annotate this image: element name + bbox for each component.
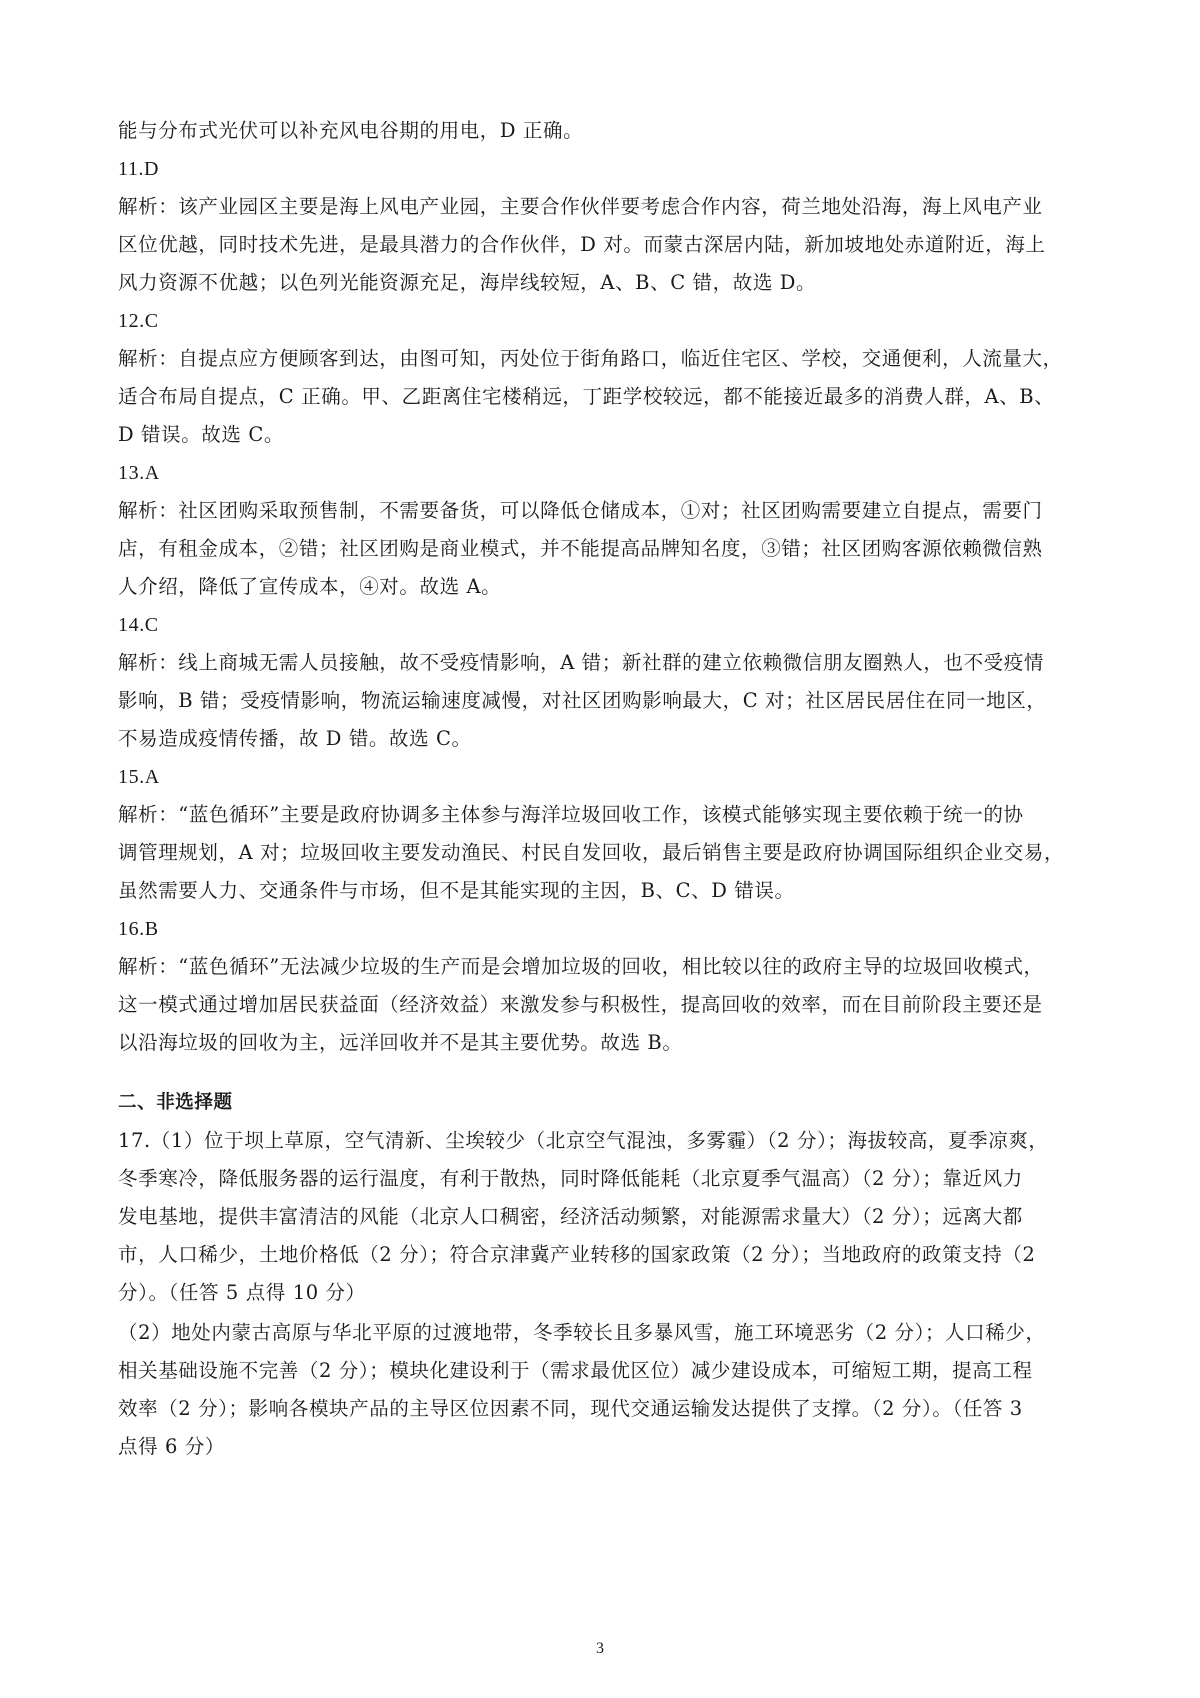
q17-part2-line: 点得 6 分） xyxy=(118,1435,226,1458)
text-line: 调管理规划，A 对；垃圾回收主要发动渔民、村民自发回收，最后销售主要是政府协调国际组织企业交易， xyxy=(118,841,1065,864)
text-line: 这一模式通过增加居民获益面（经济效益）来激发参与积极性，提高回收的效率，而在目前阶段主要还是 xyxy=(118,993,1043,1016)
question-number: 13.A xyxy=(118,462,160,484)
text-line: 解析：“蓝色循环”无法减少垃圾的生产而是会增加垃圾的回收，相比较以往的政府主导的垃圾回收模式， xyxy=(118,955,1044,978)
q17-part2-line: （2）地处内蒙古高原与华北平原的过渡地带，冬季较长且多暴风雪，施工环境恶劣（2 分）；人口稀少， xyxy=(118,1321,1046,1344)
text-line: 虽然需要人力、交通条件与市场，但不是其能实现的主因，B、C、D 错误。 xyxy=(118,879,795,902)
section-title: 二、非选择题 xyxy=(118,1092,233,1113)
q17-line: 冬季寒冷，降低服务器的运行温度，有利于散热，同时降低能耗（北京夏季气温高）（2 分）；靠近风力 xyxy=(118,1167,1023,1190)
q17-line: 发电基地，提供丰富清洁的风能（北京人口稠密，经济活动频繁，对能源需求量大）（2 分）；远离大都 xyxy=(118,1205,1023,1228)
text-line: 人介绍，降低了宣传成本，④对。故选 A。 xyxy=(118,575,502,598)
text-line: 适合布局自提点，C 正确。甲、乙距离住宅楼稍远，丁距学校较远，都不能接近最多的消费人群，A、B、 xyxy=(118,385,1055,408)
q17-line: 分）。（任答 5 点得 10 分） xyxy=(118,1281,366,1304)
question-number: 16.B xyxy=(118,918,159,940)
question-number: 14.C xyxy=(118,614,159,636)
text-line: 解析：自提点应方便顾客到达，由图可知，丙处位于街角路口，临近住宅区、学校，交通便利，人流量大， xyxy=(118,347,1063,370)
q17-part2-line: 效率（2 分）；影响各模块产品的主导区位因素不同，现代交通运输发达提供了支撑。（2 分）。（任答 3 xyxy=(118,1397,1023,1420)
q17-line: 17.（1）位于坝上草原，空气清新、尘埃较少（北京空气混浊，多雾霾）（2 分）；海拔较高，夏季凉爽， xyxy=(118,1129,1049,1152)
text-line: D 错误。故选 C。 xyxy=(118,423,284,446)
text-line: 解析：“蓝色循环”主要是政府协调多主体参与海洋垃圾回收工作，该模式能够实现主要依赖于统一的协 xyxy=(118,803,1024,826)
page-number: 3 xyxy=(596,1640,604,1657)
question-number: 15.A xyxy=(118,766,160,788)
text-line: 影响，B 错；受疫情影响，物流运输速度减慢，对社区团购影响最大，C 对；社区居民居住在同一地区， xyxy=(118,689,1047,712)
text-line: 能与分布式光伏可以补充风电谷期的用电，D 正确。 xyxy=(118,119,584,142)
q17-part2-line: 相关基础设施不完善（2 分）；模块化建设利于（需求最优区位）减少建设成本，可缩短工期，提高工程 xyxy=(118,1359,1033,1382)
text-line: 解析：线上商城无需人员接触，故不受疫情影响，A 错；新社群的建立依赖微信朋友圈熟人，也不受疫情 xyxy=(118,651,1044,674)
question-number: 11.D xyxy=(118,158,160,180)
text-line: 店，有租金成本，②错；社区团购是商业模式，并不能提高品牌知名度，③错；社区团购客源依赖微信熟 xyxy=(118,537,1043,560)
text-line: 解析：该产业园区主要是海上风电产业园，主要合作伙伴要考虑合作内容，荷兰地处沿海，海上风电产业 xyxy=(118,195,1043,218)
q17-line: 市，人口稀少，土地价格低（2 分）；符合京津冀产业转移的国家政策（2 分）；当地政府的政策支持（2 xyxy=(118,1243,1036,1266)
text-line: 风力资源不优越；以色列光能资源充足，海岸线较短，A、B、C 错，故选 D。 xyxy=(118,271,817,294)
text-line: 解析：社区团购采取预售制，不需要备货，可以降低仓储成本，①对；社区团购需要建立自提点，需要门 xyxy=(118,499,1043,522)
answer-sheet-page xyxy=(118,112,1098,1466)
text-line: 不易造成疫情传播，故 D 错。故选 C。 xyxy=(118,727,472,750)
text-line: 以沿海垃圾的回收为主，远洋回收并不是其主要优势。故选 B。 xyxy=(118,1031,683,1054)
text-line: 区位优越，同时技术先进，是最具潜力的合作伙伴，D 对。而蒙古深居内陆，新加坡地处赤道附近，海上 xyxy=(118,233,1046,256)
question-number: 12.C xyxy=(118,310,159,332)
